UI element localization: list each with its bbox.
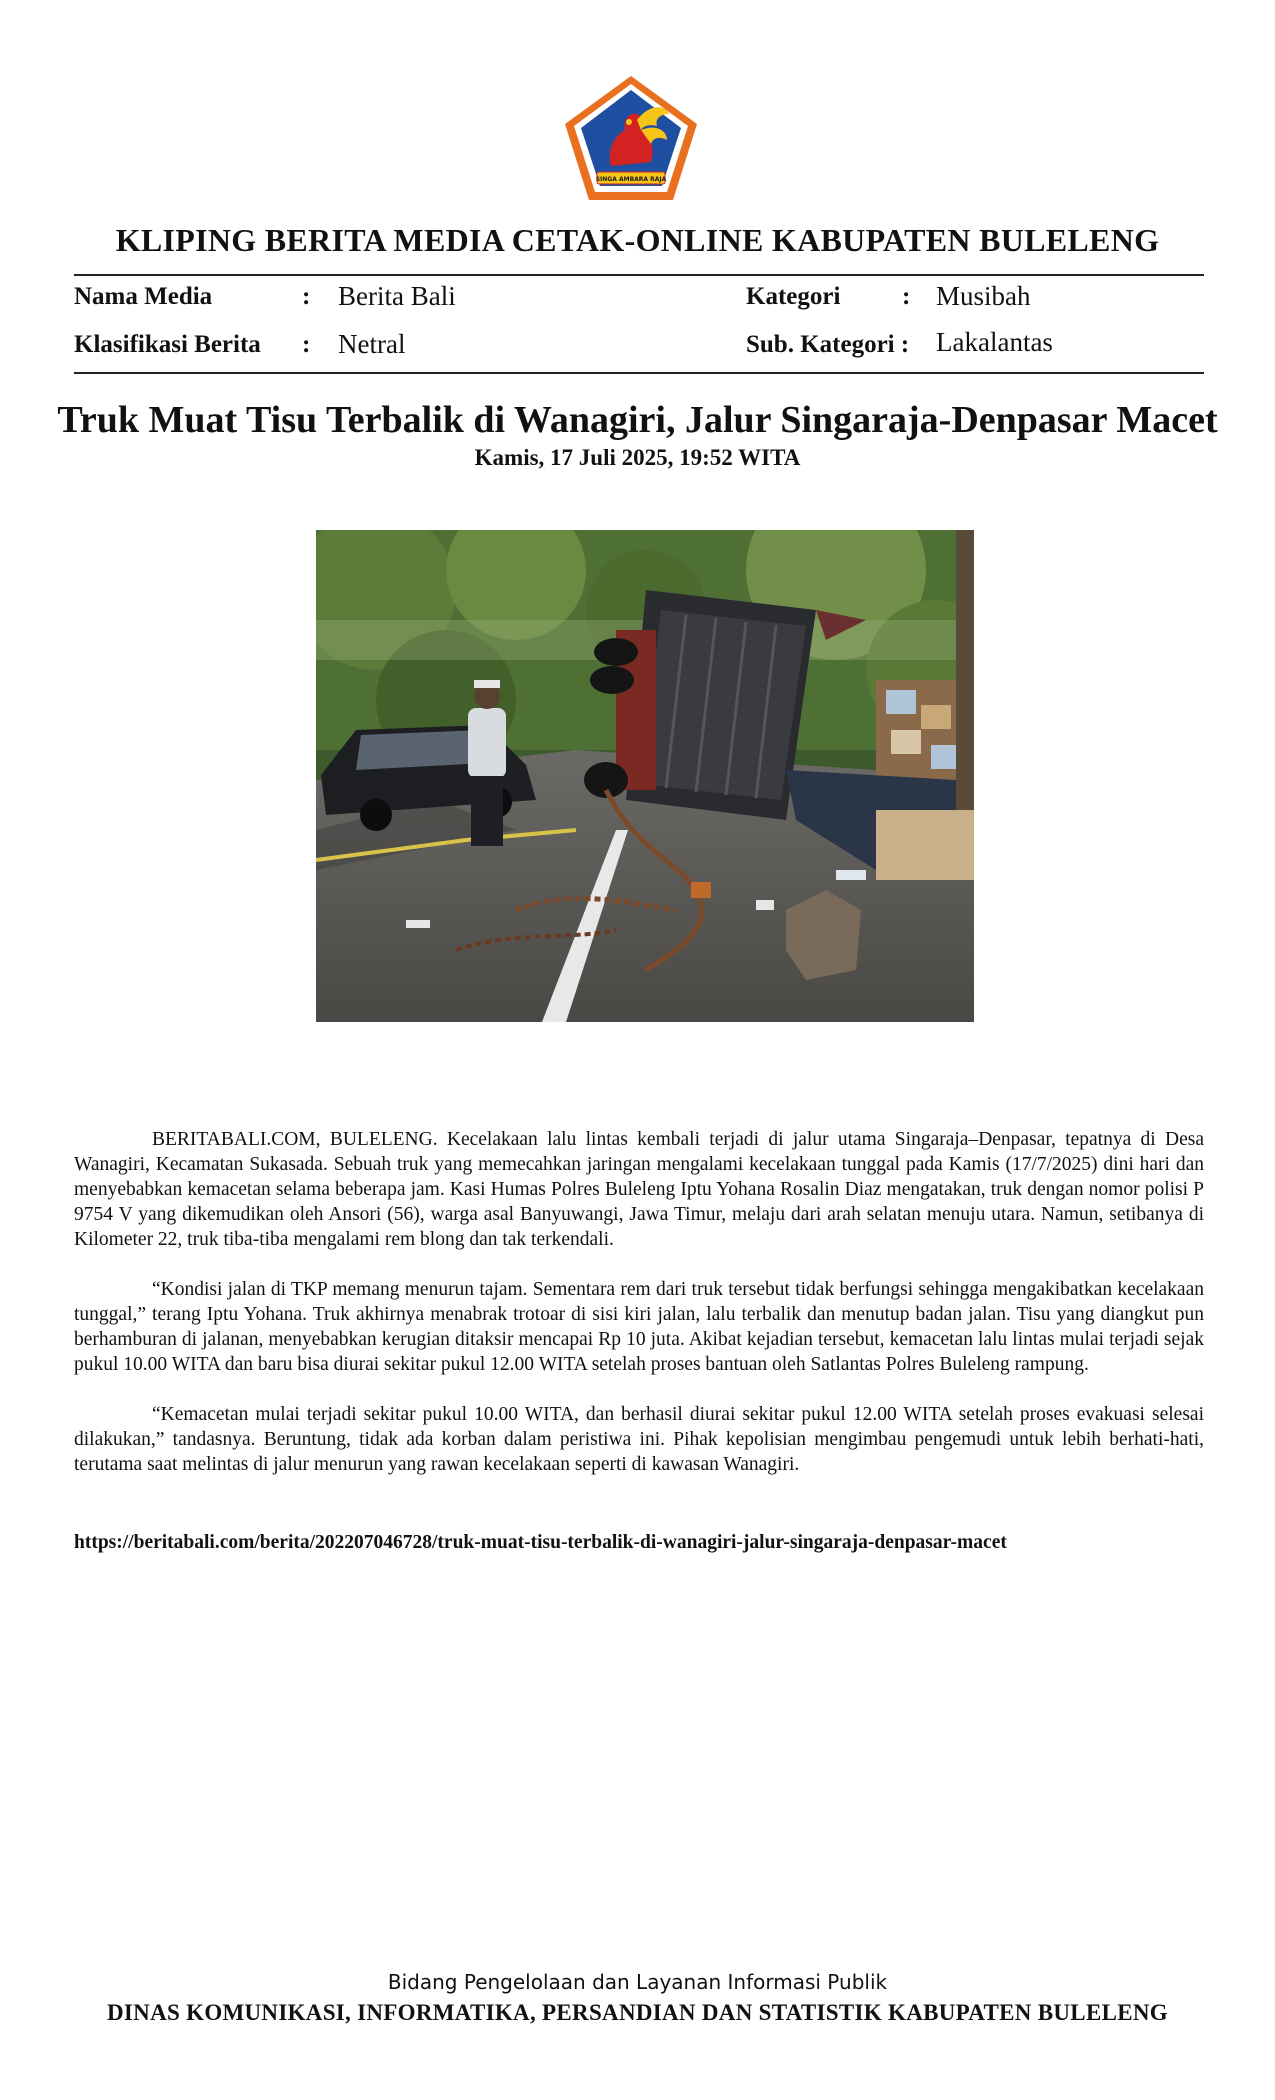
classification-colon: :: [302, 331, 311, 358]
source-url-link[interactable]: https://beritabali.com/berita/202207046728/truk-muat-tisu-terbalik-di-wanagiri-jalur-singaraja-denpasar-macet: [74, 1532, 1007, 1553]
article-headline: Truk Muat Tisu Terbalik di Wanagiri, Jalur Singaraja-Denpasar Macet: [57, 399, 1218, 441]
footer-unit-name: Bidang Pengelolaan dan Layanan Informasi Publik: [387, 1970, 888, 1994]
regency-emblem-logo: [563, 74, 699, 202]
subcategory-value: Lakalantas: [936, 327, 1053, 357]
media-name-colon: :: [302, 283, 311, 310]
classification-label: Klasifikasi Berita: [74, 331, 261, 358]
category-label: Kategori: [746, 283, 841, 310]
header-rule-bottom: [74, 372, 1204, 374]
classification-value: Netral: [338, 329, 406, 359]
article-dateline: Kamis, 17 Juli 2025, 19:52 WITA: [474, 445, 801, 470]
article-paragraph-3: “Kemacetan mulai terjadi sekitar pukul 10.00 WITA, dan berhasil diurai sekitar pukul 12.00 WITA setelah proses evakuasi selesai dilakukan,” tandasnya. Beruntung, tidak ada korban dalam peristiwa ini. Pihak kepolisian mengimbau pengemudi untuk lebih berhati-hati, terutama saat melintas di jalur menurun yang rawan kecelakaan seperti di kawasan Wanagiri.: [74, 1404, 1204, 1475]
article-paragraph-1: BERITABALI.COM, BULELENG. Kecelakaan lalu lintas kembali terjadi di jalur utama Singaraja–Denpasar, tepatnya di Desa Wanagiri, Kecamatan Sukasada. Sebuah truk yang memecahkan jaringan mengalami kecelakaan tunggal pada Kamis (17/7/2025) dini hari dan menyebabkan kemacetan selama beberapa jam. Kasi Humas Polres Buleleng Iptu Yohana Rosalin Diaz mengatakan, truk dengan nomor polisi P 9754 V yang dikemudikan oleh Ansori (56), warga asal Banyuwangi, Jawa Timur, melaju dari arah selatan menuju utara. Namun, setibanya di Kilometer 22, truk tiba-tiba mengalami rem blong dan tak terkendali.: [74, 1129, 1204, 1250]
footer-agency-name: DINAS KOMUNIKASI, INFORMATIKA, PERSANDIAN DAN STATISTIK KABUPATEN BULELENG: [107, 2000, 1168, 2025]
document-header-title: KLIPING BERITA MEDIA CETAK-ONLINE KABUPATEN BULELENG: [115, 222, 1160, 258]
article-body: [74, 1127, 1204, 1502]
media-name-label: Nama Media: [74, 283, 213, 310]
media-name-value: Berita Bali: [338, 281, 456, 311]
article-paragraph-2: “Kondisi jalan di TKP memang menurun tajam. Sementara rem dari truk tersebut tidak berfungsi sehingga mengakibatkan kecelakaan tunggal,” terang Iptu Yohana. Truk akhirnya menabrak trotoar di sisi kiri jalan, lalu terbalik dan menutup badan jalan. Tisu yang diangkut pun berhamburan di jalanan, menyebabkan kerugian ditaksir mencapai Rp 10 juta. Akibat kejadian tersebut, kemacetan lalu lintas mulai terjadi sejak pukul 10.00 WITA dan baru bisa diurai sekitar pukul 12.00 WITA setelah proses bantuan oleh Satlantas Polres Buleleng rampung.: [74, 1279, 1204, 1375]
category-value: Musibah: [936, 281, 1031, 311]
header-rule-top: [74, 274, 1204, 276]
logo-motto-text: SINGA AMBARA RAJA: [595, 176, 667, 183]
subcategory-label: Sub. Kategori :: [746, 331, 910, 358]
category-colon: :: [902, 283, 911, 310]
article-photo: [316, 530, 974, 1022]
